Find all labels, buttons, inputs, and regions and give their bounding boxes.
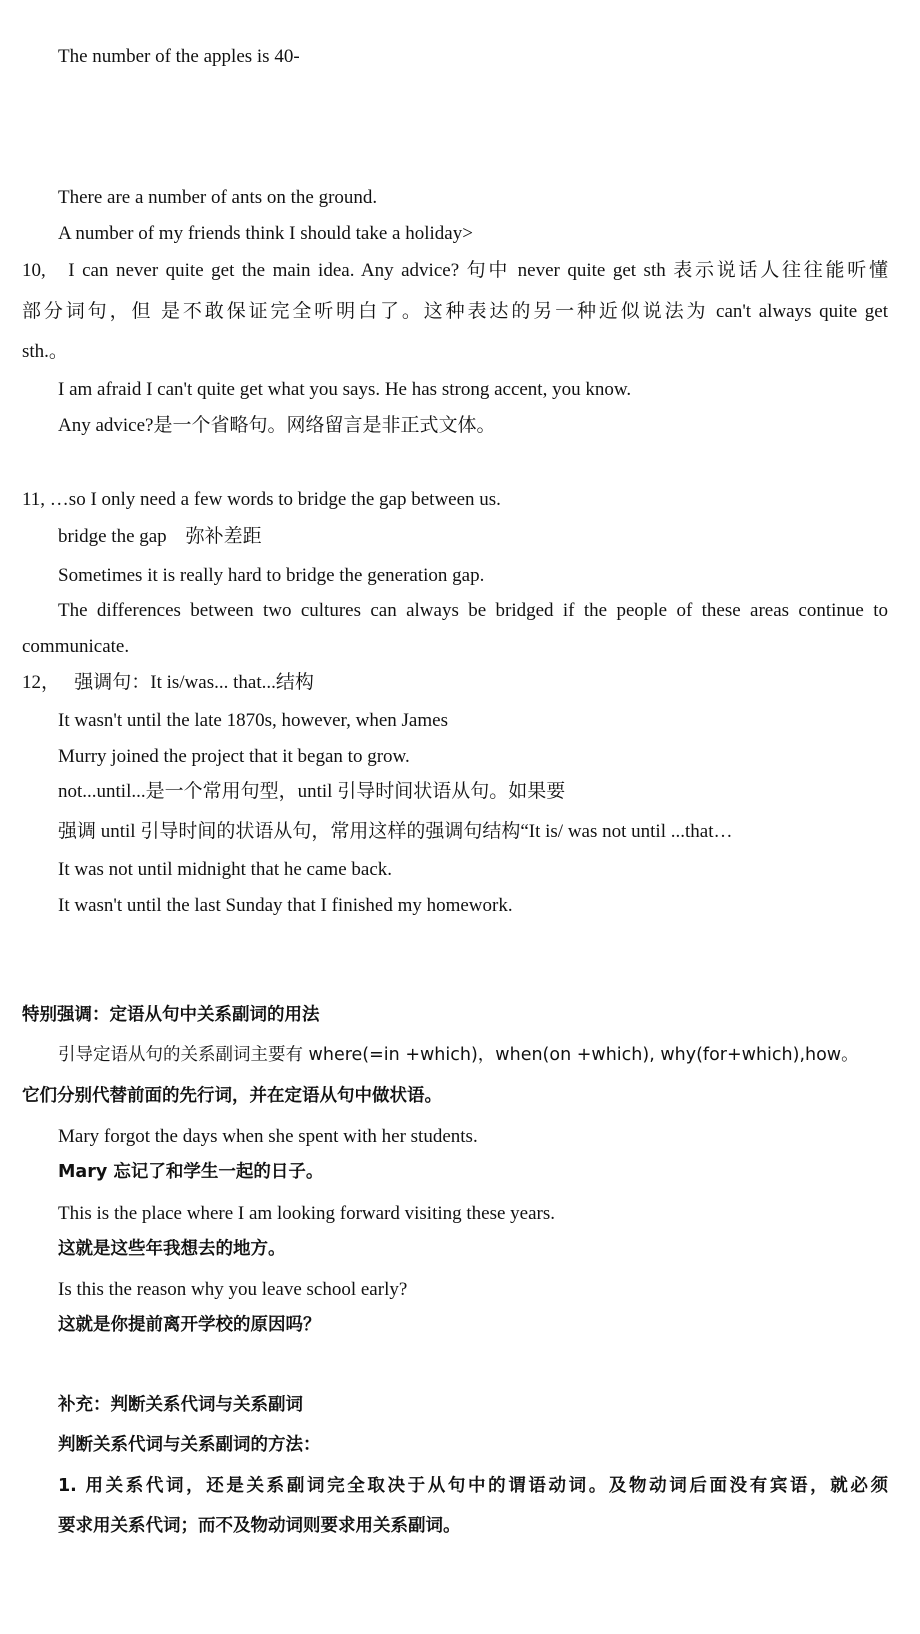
text-line: 10, I can never quite get the main idea. Any advice? 句中 never quite get sth 表示说话人往往能听懂 xyxy=(22,260,888,281)
text-line: not...until...是一个常用句型，until 引导时间状语从句。如果要 xyxy=(58,781,566,802)
text-line: A number of my friends think I should take a holiday> xyxy=(58,223,473,244)
text-line: I am afraid I can't quite get what you says. He has strong accent, you know. xyxy=(58,379,632,400)
text-line: The number of the apples is 40- xyxy=(58,46,300,67)
text-line: 部分词句，但 是不敢保证完全听明白了。这种表达的另一种近似说法为 can't always quite get xyxy=(22,301,888,322)
text-line: It was not until midnight that he came back. xyxy=(58,859,393,880)
text-line: Any advice?是一个省略句。网络留言是非正式文体。 xyxy=(58,415,496,436)
text-line: There are a number of ants on the ground. xyxy=(58,187,378,208)
section-heading: 特别强调：定语从句中关系副词的用法 xyxy=(22,1005,320,1025)
text-line: Is this the reason why you leave school early? xyxy=(58,1279,408,1300)
text-line: This is the place where I am looking forward visiting these years. xyxy=(58,1203,556,1224)
text-line: 强调 until 引导时间的状语从句，常用这样的强调句结构“It is/ was not until ...that… xyxy=(58,821,733,842)
text-line: Mary forgot the days when she spent with her students. xyxy=(58,1126,478,1147)
text-line: 1. 用关系代词，还是关系副词完全取决于从句中的谓语动词。及物动词后面没有宾语，就必须 xyxy=(58,1476,888,1496)
text-line: Mary 忘记了和学生一起的日子。 xyxy=(58,1162,324,1182)
text-line: 要求用关系代词；而不及物动词则要求用关系副词。 xyxy=(58,1516,461,1536)
text-line: Sometimes it is really hard to bridge the generation gap. xyxy=(58,565,485,586)
text-line: 它们分别代替前面的先行词，并在定语从句中做状语。 xyxy=(22,1086,442,1106)
section-heading: 补充：判断关系代词与关系副词 xyxy=(58,1395,303,1415)
text-line: Murry joined the project that it began to grow. xyxy=(58,746,410,767)
text-line: The differences between two cultures can always be bridged if the people of these areas continue to xyxy=(58,600,888,621)
text-line: 判断关系代词与关系副词的方法： xyxy=(58,1435,321,1455)
text-line: 12， 强调句：It is/was... that...结构 xyxy=(22,672,314,693)
text-line: 这就是这些年我想去的地方。 xyxy=(58,1239,286,1259)
text-line: It wasn't until the last Sunday that I finished my homework. xyxy=(58,895,513,916)
text-line: 引导定语从句的关系副词主要有 where(=in +which)，when(on +which), why(for+which),how。 xyxy=(58,1045,859,1065)
text-line: bridge the gap 弥补差距 xyxy=(58,526,262,547)
text-line: 11, …so I only need a few words to bridge the gap between us. xyxy=(22,489,501,510)
text-line: communicate. xyxy=(22,636,130,657)
text-line: sth.。 xyxy=(22,341,68,362)
text-line: It wasn't until the late 1870s, however, when James xyxy=(58,710,448,731)
text-line: 这就是你提前离开学校的原因吗？ xyxy=(58,1315,321,1335)
